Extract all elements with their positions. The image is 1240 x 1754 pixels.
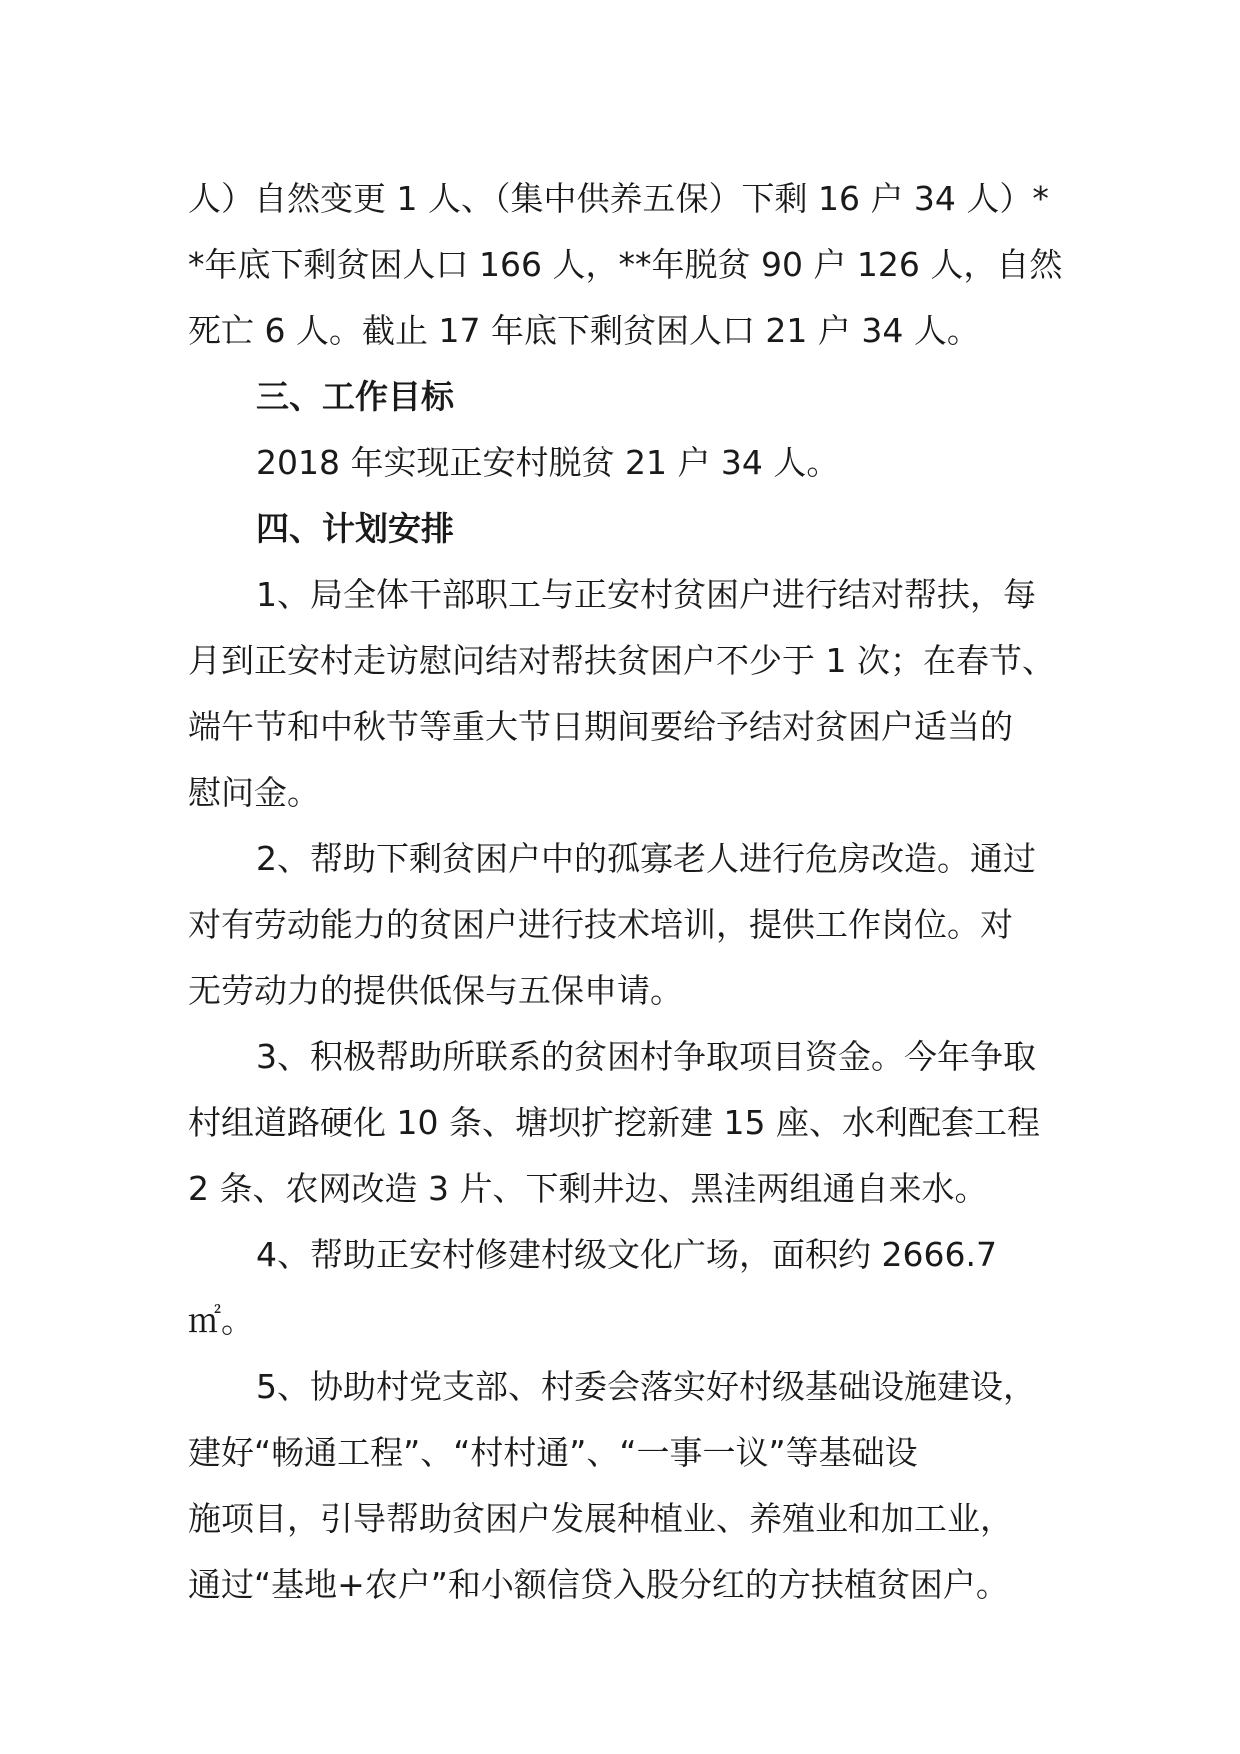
text-line: ㎡。 — [188, 1301, 254, 1340]
paragraph-line: 2、帮助下剩贫困户中的孤寡老人进行危房改造。通过 — [256, 839, 1036, 878]
section-heading: 四、计划安排 — [256, 509, 454, 548]
text-line: 对有劳动能力的贫困户进行技术培训，提供工作岗位。对 — [188, 905, 1013, 944]
paragraph-line: 1、局全体干部职工与正安村贫困户进行结对帮扶，每 — [256, 575, 1036, 614]
text-line: 无劳动力的提供低保与五保申请。 — [188, 971, 683, 1010]
document-body — [188, 166, 1068, 1618]
section-heading: 三、工作目标 — [256, 377, 454, 416]
text-line: 人）自然变更 1 人、（集中供养五保）下剩 16 户 34 人）* — [188, 179, 1049, 218]
paragraph-line: 3、积极帮助所联系的贫困村争取项目资金。今年争取 — [256, 1037, 1036, 1076]
paragraph-line: 4、帮助正安村修建村级文化广场，面积约 2666.7 — [256, 1235, 997, 1274]
text-line: 死亡 6 人。截止 17 年底下剩贫困人口 21 户 34 人。 — [188, 311, 980, 350]
text-line: 2 条、农网改造 3 片、下剩井边、黑洼两组通自来水。 — [188, 1169, 988, 1208]
text-line: 慰问金。 — [188, 773, 320, 812]
text-line: 月到正安村走访慰问结对帮扶贫困户不少于 1 次；在春节、 — [188, 641, 1055, 680]
paragraph-line: 2018 年实现正安村脱贫 21 户 34 人。 — [256, 443, 840, 482]
text-line: 端午节和中秋节等重大节日期间要给予结对贫困户适当的 — [188, 707, 1013, 746]
text-line: 施项目，引导帮助贫困户发展种植业、养殖业和加工业， — [188, 1499, 1013, 1538]
text-line: 建好“畅通工程”、“村村通”、“一事一议”等基础设 — [188, 1433, 918, 1472]
text-line: 通过“基地+农户”和小额信贷入股分红的方扶植贫困户。 — [188, 1565, 1009, 1604]
text-line: *年底下剩贫困人口 166 人，**年脱贫 90 户 126 人，自然 — [188, 245, 1063, 284]
text-line: 村组道路硬化 10 条、塘坝扩挖新建 15 座、水利配套工程 — [188, 1103, 1040, 1142]
paragraph-line: 5、协助村党支部、村委会落实好村级基础设施建设， — [256, 1367, 1036, 1406]
